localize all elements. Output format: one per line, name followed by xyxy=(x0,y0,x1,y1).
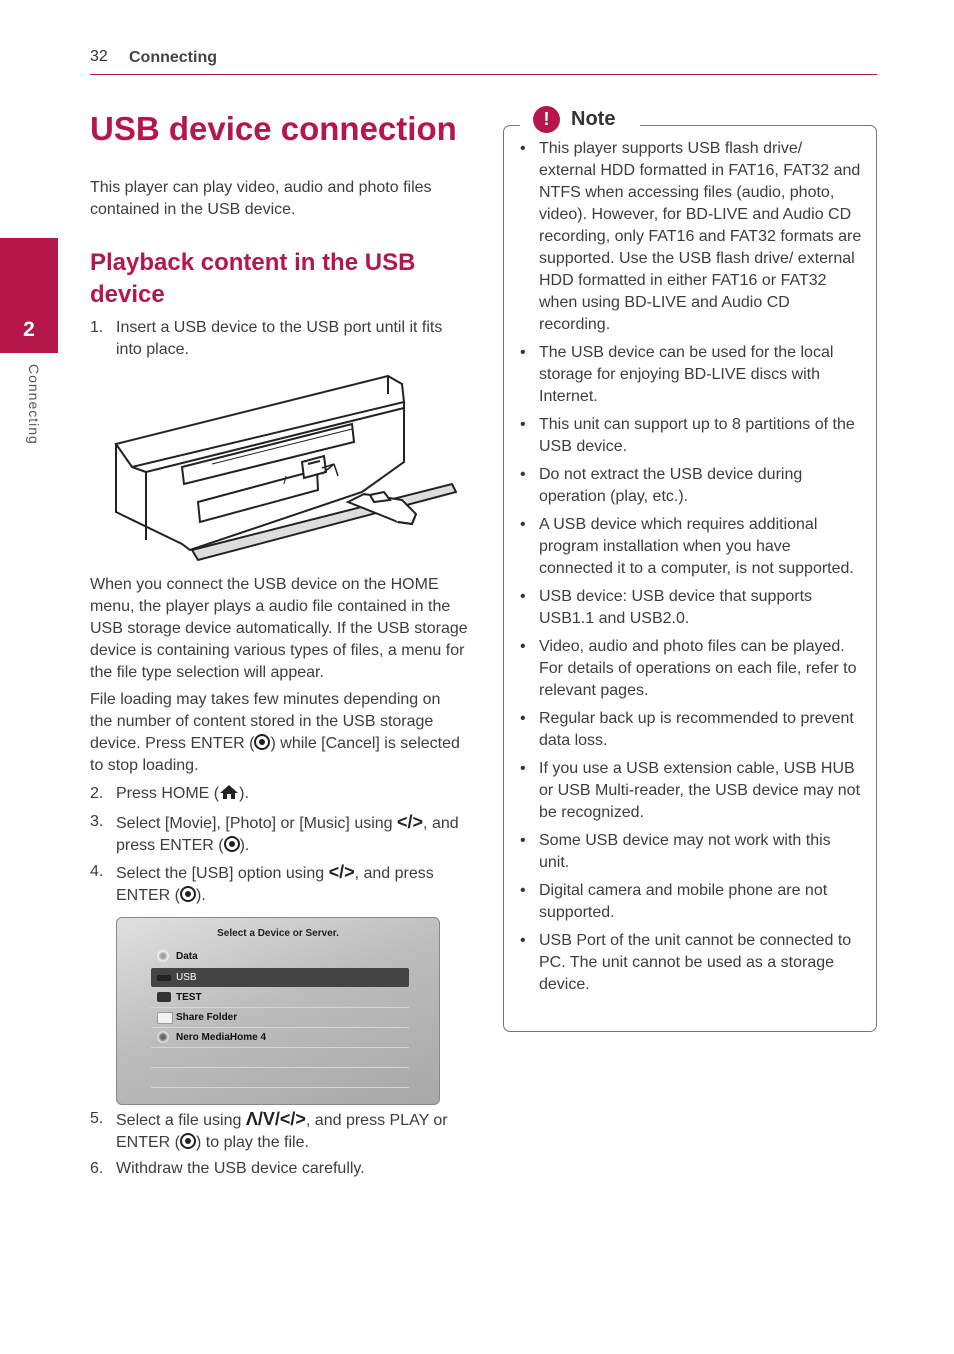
usb-insertion-illustration xyxy=(112,372,462,564)
step-6: 6. Withdraw the USB device carefully. xyxy=(90,1160,365,1177)
exclamation-icon: ! xyxy=(533,106,560,133)
header-rule xyxy=(90,74,877,75)
menu-item-data[interactable]: Data xyxy=(151,947,409,966)
step-number: 1. xyxy=(90,319,104,336)
step-5: 5. Select a file using Λ/V/</>, and press PLAY or ENTER ( ) to play the file. xyxy=(90,1109,448,1151)
step-1 xyxy=(90,317,465,361)
note-item: • Digital camera and mobile phone are not supported. xyxy=(516,880,862,924)
left-right-arrows-icon: </> xyxy=(328,862,355,882)
step-3: 3. Select [Movie], [Photo] or [Music] using </>, and press ENTER ( ). xyxy=(90,812,459,854)
page-number: 32 xyxy=(90,48,108,65)
note-item: • This player supports USB flash drive/ external HDD formatted in FAT16, FAT32 and NTFS when accessing files (audio, photo, video). However, for BD-LIVE and Audio CD recording, only FAT16 and FAT32 formats are supported. Use the USB flash drive/ external HDD formatted in either FAT16 or FAT32 when using BD-LIVE and Audio CD recording. xyxy=(516,138,862,336)
pc-icon xyxy=(157,992,171,1002)
server-icon xyxy=(157,1031,169,1043)
home-icon xyxy=(219,784,239,800)
note-item: • Video, audio and photo files can be played. For details of operations on each file, refer to relevant pages. xyxy=(516,636,862,702)
step-text: Insert a USB device to the USB port until it fits into place. xyxy=(116,319,443,358)
step-2: 2. Press HOME ( ). xyxy=(90,785,249,802)
left-right-arrows-icon: </> xyxy=(397,812,424,832)
note-item: • Some USB device may not work with this unit. xyxy=(516,830,862,874)
note-item: • Regular back up is recommended to prevent data loss. xyxy=(516,708,862,752)
menu-item-share-folder[interactable]: Share Folder xyxy=(151,1008,409,1027)
chapter-label: Connecting xyxy=(26,364,42,445)
four-way-arrows-icon: Λ/V/</> xyxy=(245,1109,306,1129)
note-title: Note xyxy=(571,108,616,130)
chapter-number: 2 xyxy=(23,318,35,341)
usb-icon xyxy=(157,975,171,981)
note-item: • This unit can support up to 8 partitions of the USB device. xyxy=(516,414,862,458)
note-item: • USB Port of the unit cannot be connected to PC. The unit cannot be used as a storage device. xyxy=(516,930,862,996)
note-item: • The USB device can be used for the local storage for enjoying BD-LIVE discs with Internet. xyxy=(516,342,862,408)
step-4: 4. Select the [USB] option using </>, and press ENTER ( ). xyxy=(90,862,434,904)
intro-paragraph: This player can play video, audio and photo files contained in the USB device. xyxy=(90,179,432,218)
disc-icon xyxy=(157,950,169,962)
note-item: • A USB device which requires additional program installation when you have connected it to a computer, is not supported. xyxy=(516,514,862,580)
device-select-screenshot xyxy=(116,917,440,1105)
note-item: • If you use a USB extension cable, USB HUB or USB Multi-reader, the USB device may not be recognized. xyxy=(516,758,862,824)
enter-icon xyxy=(180,886,196,902)
menu-item-test[interactable]: TEST xyxy=(151,988,409,1007)
menu-item-nero-mediahome[interactable]: Nero MediaHome 4 xyxy=(151,1028,409,1047)
note-item: • Do not extract the USB device during operation (play, etc.). xyxy=(516,464,862,508)
note-item: • USB device: USB device that supports USB1.1 and USB2.0. xyxy=(516,586,862,630)
enter-icon xyxy=(254,734,270,750)
enter-icon xyxy=(180,1133,196,1149)
loading-paragraph: File loading may takes few minutes depending on the number of content stored in the USB storage device. Press ENTER ( ) while [Cancel] is selected to stop loading. xyxy=(90,691,460,774)
note-list xyxy=(516,138,862,1002)
enter-icon xyxy=(224,836,240,852)
folder-icon xyxy=(157,1012,173,1024)
section-heading: Playback content in the USB device xyxy=(90,249,416,308)
running-header: Connecting xyxy=(129,49,217,66)
menu-title: Select a Device or Server. xyxy=(217,928,339,939)
menu-item-usb[interactable]: USB xyxy=(151,968,409,987)
page-title: USB device connection xyxy=(90,110,457,147)
home-menu-paragraph: When you connect the USB device on the HOME menu, the player plays a audio file contained in the USB storage device automatically. If the USB storage device is containing various types of files, a menu for the file type selection will appear. xyxy=(90,576,468,681)
